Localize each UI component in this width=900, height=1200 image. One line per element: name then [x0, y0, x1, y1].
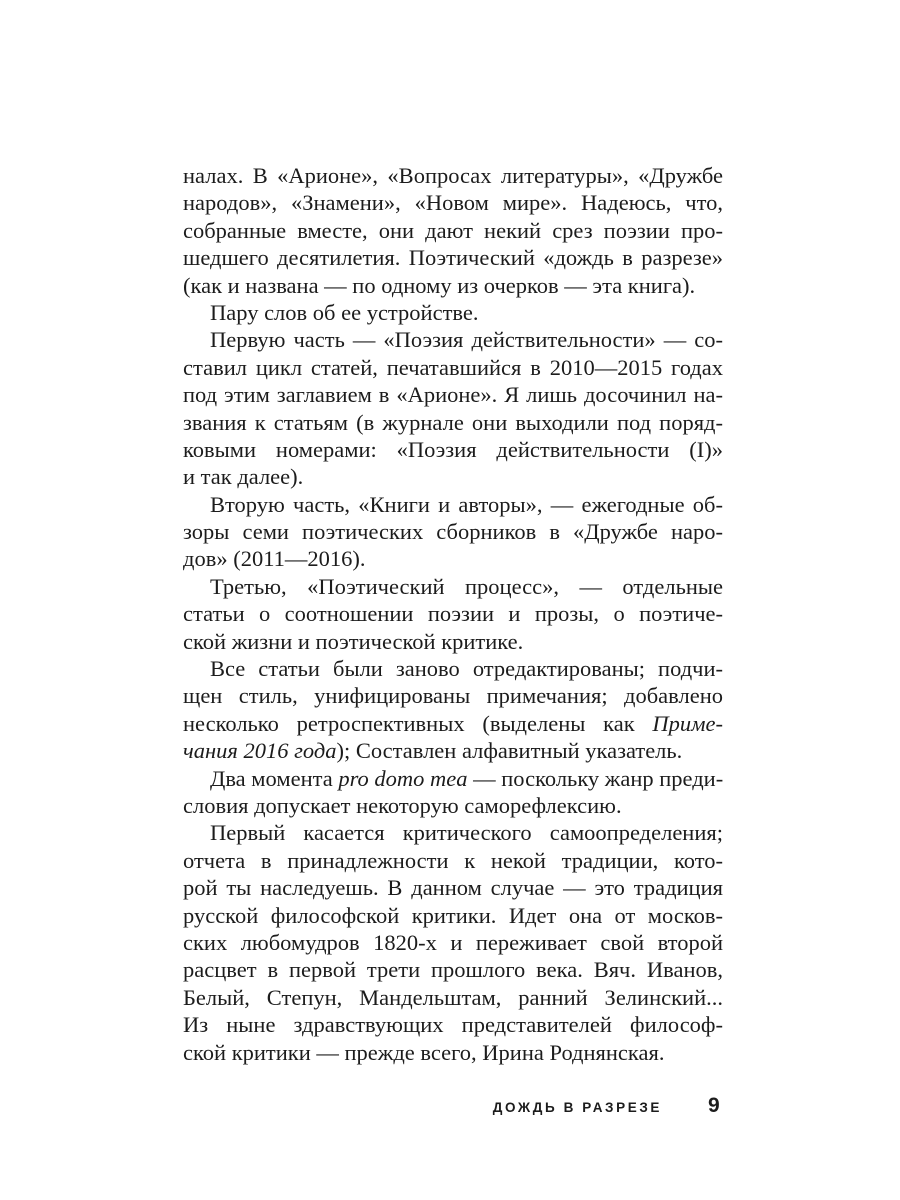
- text-line: ской критики — прежде всего, Ирина Роднянская.: [183, 1039, 665, 1065]
- text-line: статьи о соотношении поэзии и прозы, о поэтиче-: [183, 601, 723, 627]
- text-line: Из ныне здравствующих представителей философ-: [183, 1012, 723, 1038]
- text-line: звания к статьям (в журнале они выходили под поряд-: [183, 409, 723, 435]
- page-number: 9: [708, 1094, 720, 1117]
- text-line: словия допускает некоторую саморефлексию.: [183, 792, 622, 818]
- text-line: ских любомудров 1820-х и переживает свой второй: [183, 929, 723, 955]
- text-segment: несколько ретроспективных (выделены как: [183, 710, 653, 736]
- text-line: Белый, Степун, Мандельштам, ранний Зелинский...: [183, 984, 723, 1010]
- page-footer: [0, 1094, 900, 1124]
- text-line: дов» (2011—2016).: [183, 546, 366, 572]
- text-line: зоры семи поэтических сборников в «Дружбе наро-: [183, 519, 723, 545]
- text-line: Все статьи были заново отредактированы; подчи-: [210, 656, 723, 682]
- text-line: Третью, «Поэтический процесс», — отдельные: [210, 573, 723, 599]
- text-line: расцвет в первой трети прошлого века. Вяч. Иванов,: [183, 957, 723, 983]
- text-line: ковыми номерами: «Поэзия действительности (I)»: [183, 436, 723, 462]
- text-line: собранные вместе, они дают некий срез поэзии про-: [183, 217, 723, 243]
- text-line: рой ты наследуешь. В данном случае — это традиция: [183, 875, 723, 901]
- text-line: ской жизни и поэтической критике.: [183, 628, 524, 654]
- text-line: Пару слов об ее устройстве.: [210, 299, 479, 325]
- text-line: налах. В «Арионе», «Вопросах литературы», «Дружбе: [183, 163, 723, 188]
- text-line: и так далее).: [183, 464, 304, 490]
- text-line: русской философской критики. Идет она от москов-: [183, 902, 723, 928]
- text-line: Первый касается критического самоопределения;: [210, 820, 723, 846]
- italic-segment: Приме-: [652, 710, 723, 736]
- text-line: отчета в принадлежности к некой традиции, кото-: [183, 847, 723, 873]
- text-line: (как и названа — по одному из очерков — эта книга).: [183, 272, 696, 298]
- italic-segment: pro domo mea: [338, 765, 468, 791]
- running-title: ДОЖДЬ В РАЗРЕЗЕ: [492, 1100, 662, 1115]
- text-segment: Два момента: [210, 765, 339, 791]
- text-segment: ); Составлен алфавитный указатель.: [336, 738, 683, 764]
- text-line: Первую часть — «Поэзия действительности» — со-: [210, 327, 723, 353]
- text-line: Вторую часть, «Книги и авторы», — ежегодные об-: [210, 491, 723, 517]
- text-line: [183, 765, 723, 792]
- body-text: [183, 162, 723, 1066]
- text-segment: — поскольку жанр преди-: [467, 765, 724, 791]
- text-line: народов», «Знамени», «Новом мире». Надеюсь, что,: [183, 190, 723, 216]
- text-line: под этим заглавием в «Арионе». Я лишь досочинил на-: [183, 382, 723, 408]
- text-line: ставил цикл статей, печатавшийся в 2010—2015 годах: [183, 354, 723, 380]
- text-line: [183, 737, 723, 764]
- text-line: щен стиль, унифицированы примечания; добавлено: [183, 683, 723, 709]
- text-line: [183, 710, 723, 737]
- text-line: шедшего десятилетия. Поэтический «дождь в разрезе»: [183, 245, 723, 271]
- italic-segment: чания 2016 года: [183, 738, 337, 764]
